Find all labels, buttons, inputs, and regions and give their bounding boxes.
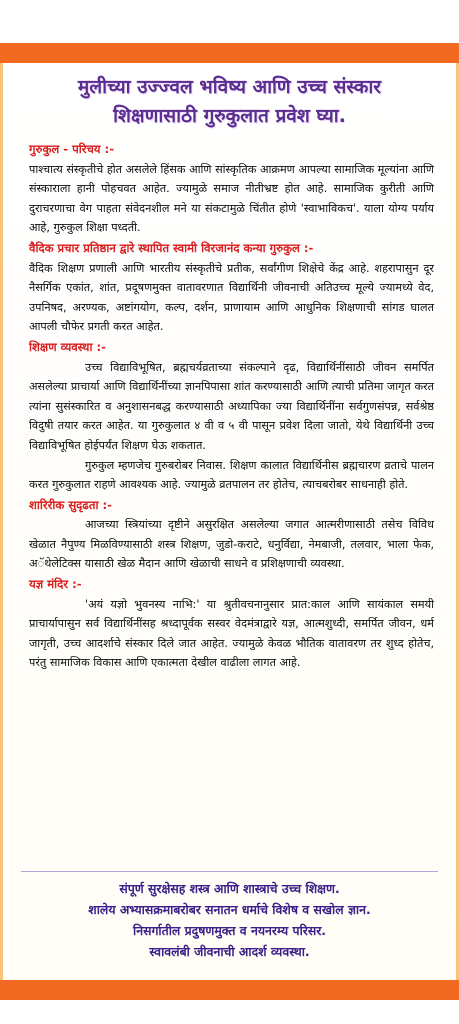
section-heading: यज्ञ मंदिर :- xyxy=(29,577,82,592)
footer-highlights xyxy=(11,878,448,962)
title-line-1: मुलीच्या उज्ज्वल भविष्य आणि उच्च संस्कार xyxy=(77,76,382,98)
footer-line: संपूर्ण सुरक्षेसह शस्त्र आणि शास्त्राचे उच्च शिक्षण. xyxy=(119,881,340,896)
footer-divider xyxy=(21,871,438,872)
title-line-2: शिक्षणासाठी गुरुकुलात प्रवेश घ्या. xyxy=(113,105,346,127)
footer-line: शालेय अभ्यासक्रमाबरोबर सनातन धर्माचे विशेष व सखोल ज्ञान. xyxy=(88,902,371,917)
top-margin xyxy=(0,0,459,43)
top-orange-stripe xyxy=(0,43,459,63)
content-body xyxy=(29,139,434,673)
section-paragraph: पाश्चात्य संस्कृतीचे होत असलेले हिंसक आणि सांस्कृतिक आक्रमण आपल्या सामाजिक मूल्यांना आणि संस्काराला हानी पोहचवत आहेत. ज्यामुळे समाज नीतीभ्रष्ट होत आहे. सामाजिक कुरीती आणि दुराचरणाचा वेग पाहता संवेदनशील मने या संकटामुळे चिंतीत होणे 'स्वाभाविकच'. याला योग्य पर्याय आहे, गुरुकुल शिक्षा पध्दती. xyxy=(29,162,434,235)
section-paragraph: आजच्या स्त्रियांच्या दृष्टीने असुरक्षित असलेल्या जगात आत्मरीणासाठी तसेच विविध खेळात नैपुण्य मिळविण्यासाठी शस्त्र शिक्षण, जुडो-कराटे, धनुर्विद्या, नेमबाजी, तलवार, भाला फेक, अॅथेलेटिक्स यासाठी खेळ मैदान आणि खेळाची साधने व प्रशिक्षणाची व्यवस्था. xyxy=(29,518,434,571)
section-paragraph: वैदिक शिक्षण प्रणाली आणि भारतीय संस्कृतीचे प्रतीक, सर्वांगीण शिक्षेचे केंद्र आहे. शहरापासुन दूर नैसर्गिक एकांत, शांत, प्रदूषणमुक्त वातावरणात विद्यार्थिनी जीवनाची अतिउच्च मूल्ये ज्यामध्ये वेद, उपनिषद, अरण्यक, अष्टांगयोग, कल्प, दर्शन, प्राणायाम आणि आधुनिक शिक्षणाची सांगड घालत आपली चौफेर प्रगती करत आहेत. xyxy=(29,261,434,334)
section-heading: गुरुकुल - परिचय :- xyxy=(29,142,115,156)
footer-line: स्वावलंबी जीवनाची आदर्श व्यवस्था. xyxy=(149,944,310,959)
bottom-orange-stripe xyxy=(0,980,459,1000)
page-title xyxy=(9,73,450,131)
section-paragraph: उच्च विद्याविभूषित, ब्रह्मचर्यव्रताच्या संकल्पाने दृढ, विद्यार्थिनींसाठी जीवन समर्पित असलेल्या प्राचार्या आणि विद्यार्थिनींच्या ज्ञानपिपासा शांत करण्यासाठी आणि त्याची प्रतिमा जागृत करत त्यांना सुसंस्कारित व अनुशासनबद्ध करण्यासाठी अध्यापिका ज्या विद्यार्थिनींना सर्वगुणसंपन्न, सर्वश्रेष्ठ विदुषी तयार करत आहेत. या गुरुकुलात ४ वी व ५ वी पासून प्रवेश दिला जातो, येथे विद्यार्थिनी उच्च विद्याविभूषित होईपर्यंत शिक्षण घेऊ शकतात. xyxy=(29,360,434,452)
section-gurukul xyxy=(29,239,434,337)
section-heading: शिक्षण व्यवस्था :- xyxy=(29,339,106,354)
brochure-panel xyxy=(0,63,459,980)
section-yagna xyxy=(29,575,434,673)
section-heading: शारिरीक सुदृढता :- xyxy=(29,497,112,512)
section-paragraph: 'अयं यज्ञो भुवनस्य नाभि:' या श्रुतीवचनानुसार प्रात:काल आणि सायंकाल समयी प्राचार्यापासुन सर्व विद्यार्थिनींसह श्रध्दापूर्वक सस्वर वेदमंत्राद्वारे यज्ञ, आत्मशुध्दी, समर्पित जीवन, धर्म जागृती, उच्च आदर्शाचे संस्कार दिले जात आहेत. ज्यामुळे केवळ भौतिक वातावरण तर शुध्द होतेच, परंतु सामाजिक विकास आणि एकात्मता देखील वाढीला लागत आहे. xyxy=(29,597,434,670)
section-intro xyxy=(29,140,434,238)
section-fitness xyxy=(29,496,434,574)
section-heading: वैदिक प्रचार प्रतिष्ठान द्वारे स्थापित स्वामी विरजानंद कन्या गुरुकुल :- xyxy=(29,240,314,255)
bottom-margin xyxy=(0,1000,459,1024)
section-education xyxy=(29,338,434,495)
section-paragraph: गुरुकुल म्हणजेच गुरुबरोबर निवास. शिक्षण कालात विद्यार्थिनीस ब्रह्मचारण व्रताचे पालन करत गुरुकुलात राहणे आवश्यक आहे. ज्यामुळे व्रतपालन तर होतेच, त्याचबरोबर साधनाही होते. xyxy=(29,458,434,492)
footer-line: निसर्गातील प्रदुषणमुक्त व नयनरम्य परिसर. xyxy=(132,923,326,938)
